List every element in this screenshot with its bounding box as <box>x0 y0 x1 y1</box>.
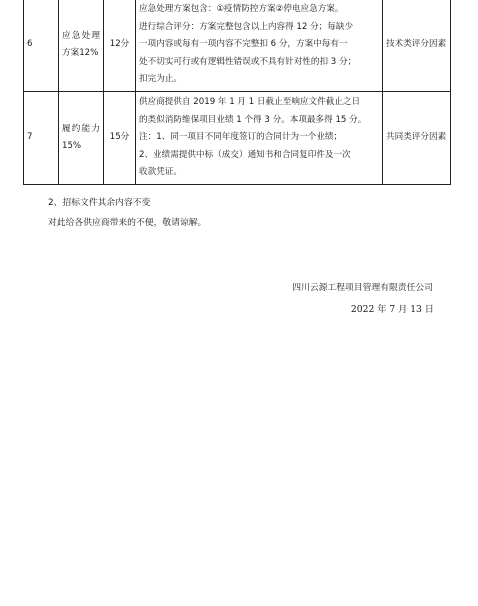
criteria-line: 注：1、同一项目不同年度签订的合同计为一个业绩； <box>139 132 343 143</box>
criteria-line: 一项内容或每有一项内容不完整扣 6 分，方案中每有一 <box>139 39 348 50</box>
criteria-line: 处不切实可行或有逻辑性错误或不具有针对性的扣 3 分； <box>139 56 357 67</box>
scoring-criteria <box>136 92 383 185</box>
score-value: 15分 <box>104 92 136 185</box>
row-number: 7 <box>24 92 59 185</box>
scoring-factor: 应急处理方案12% <box>59 0 104 92</box>
scoring-table <box>23 0 451 185</box>
criteria-line: 2、业绩需提供中标（成交）通知书和合同复印件及一次 <box>139 149 351 160</box>
factor-category: 技术类评分因素 <box>383 0 451 92</box>
table-row <box>24 92 451 185</box>
table-row <box>24 0 451 92</box>
criteria-line: 进行综合评分：方案完整包含以上内容得 12 分；每缺少 <box>139 21 354 32</box>
apology-note: 对此给各供应商带来的不便，敬请谅解。 <box>48 218 207 228</box>
criteria-line: 收款凭证。 <box>139 167 182 178</box>
issue-date: 2022 年 7 月 13 日 <box>350 304 434 315</box>
factor-category: 共同类评分因素 <box>383 92 451 185</box>
criteria-line: 应急处理方案包含：①疫情防控方案②停电应急方案。 <box>139 4 344 15</box>
criteria-line: 的类似消防维保项目业绩 1 个得 3 分。本项最多得 15 分。 <box>139 114 367 125</box>
company-name: 四川云源工程项目管理有限责任公司 <box>292 283 433 293</box>
scoring-criteria <box>136 0 383 92</box>
criteria-line: 供应商提供自 2019 年 1 月 1 日截止至响应文件截止之日 <box>139 97 361 108</box>
score-value: 12分 <box>104 0 136 92</box>
scoring-factor: 履约能力15% <box>59 92 104 185</box>
note-item-2: 2、招标文件其余内容不变 <box>48 198 151 208</box>
row-number: 6 <box>24 0 59 92</box>
criteria-line: 扣完为止。 <box>139 74 182 85</box>
